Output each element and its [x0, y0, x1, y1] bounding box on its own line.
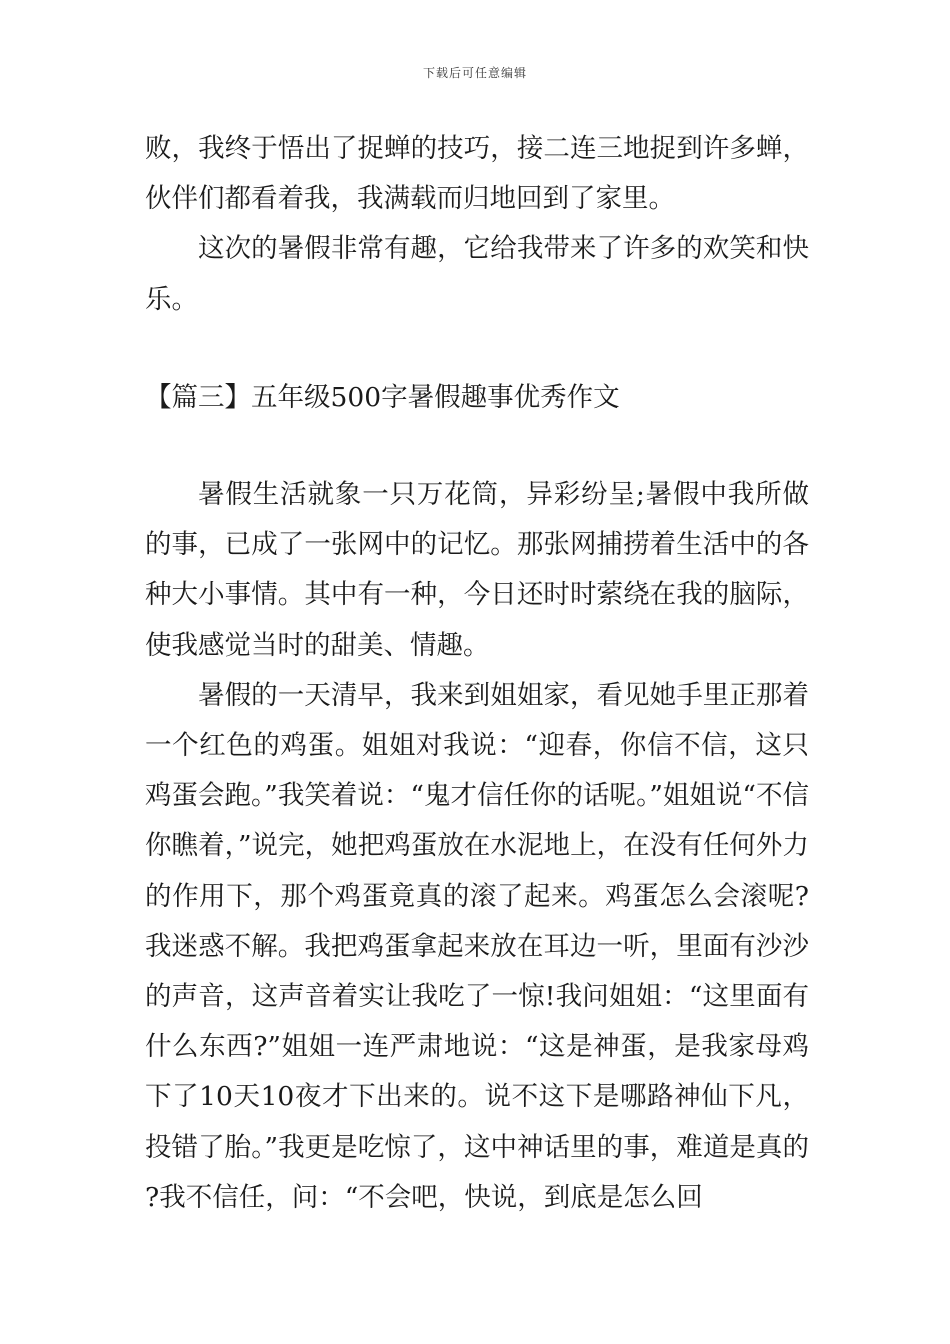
page-header: 下载后可任意编辑 [422, 66, 527, 80]
paragraph-summary: 这次的暑假非常有趣，它给我带来了许多的欢笑和快乐。 [145, 233, 809, 315]
section-spacer [145, 325, 809, 373]
document-body [145, 124, 809, 1223]
section-spacer [145, 423, 809, 470]
paragraph-continued: 败，我终于悟出了捉蝉的技巧，接二连三地捉到许多蝉，伙伴们都看着我，我满载而归地回到了家里。 [145, 133, 809, 215]
section-title: 【篇三】五年级500字暑假趣事优秀作文 [145, 381, 620, 413]
paragraph-1: 暑假生活就象一只万花筒，异彩纷呈;暑假中我所做的事，已成了一张网中的记忆。那张网捕捞着生活中的各种大小事情。其中有一种，今日还时时萦绕在我的脑际，使我感觉当时的甜美、情趣。 [145, 479, 809, 661]
paragraph-2: 暑假的一天清早，我来到姐姐家，看见她手里正那着一个红色的鸡蛋。姐姐对我说：“迎春，你信不信，这只鸡蛋会跑。”我笑着说：“鬼才信任你的话呢。”姐姐说“不信你瞧着，”说完，她把鸡蛋放在水泥地上，在没有任何外力的作用下，那个鸡蛋竟真的滚了起来。鸡蛋怎么会滚呢?我迷惑不解。我把鸡蛋拿起来放在耳边一听，里面有沙沙的声音，这声音着实让我吃了一惊!我问姐姐：“这里面有什么东西?”姐姐一连严肃地说：“这是神蛋，是我家母鸡下了10天10夜才下出来的。说不这下是哪路神仙下凡，投错了胎。”我更是吃惊了，这中神话里的事，难道是真的?我不信任，问：“不会吧，快说，到底是怎么回 [145, 679, 809, 1213]
